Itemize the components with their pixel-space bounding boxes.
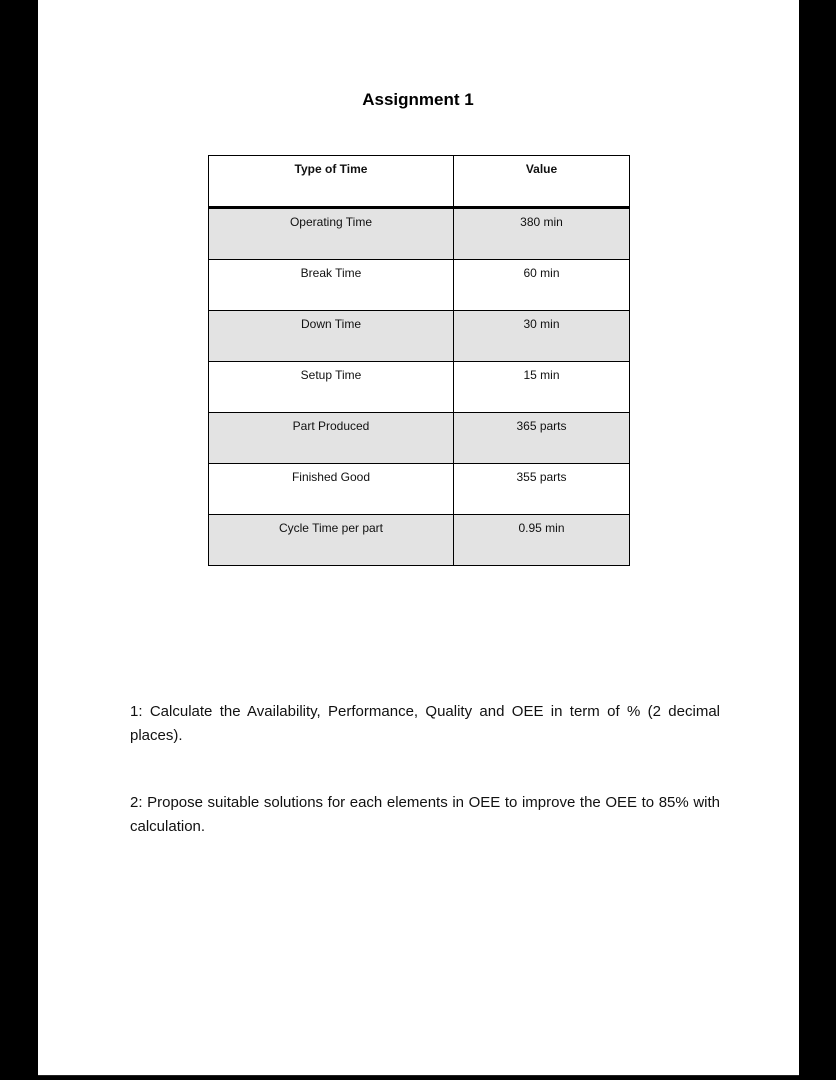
table-row [209,208,630,260]
header-type-of-time: Type of Time [209,156,454,208]
page-title: Assignment 1 [362,90,474,109]
row-value-break-time: 60 min [454,260,630,311]
question-1: 1: Calculate the Availability, Performance, Quality and OEE in term of % (2 decimal places). [130,703,720,744]
row-type-down-time: Down Time [209,311,454,362]
time-table [208,155,630,566]
table-row [209,260,630,311]
row-value-down-time: 30 min [454,311,630,362]
table-row [209,362,630,413]
row-value-finished-good: 355 parts [454,464,630,515]
table-header-row [209,156,630,208]
question-2: 2: Propose suitable solutions for each elements in OEE to improve the OEE to 85% with calculation. [130,794,720,835]
row-type-operating-time: Operating Time [209,208,454,260]
row-type-cycle-time: Cycle Time per part [209,515,454,566]
row-value-cycle-time: 0.95 min [454,515,630,566]
document-page [38,0,799,1076]
row-type-finished-good: Finished Good [209,464,454,515]
table-row [209,464,630,515]
table-row [209,515,630,566]
row-type-setup-time: Setup Time [209,362,454,413]
row-type-part-produced: Part Produced [209,413,454,464]
row-type-break-time: Break Time [209,260,454,311]
row-value-part-produced: 365 parts [454,413,630,464]
row-value-operating-time: 380 min [454,208,630,260]
row-value-setup-time: 15 min [454,362,630,413]
header-value: Value [454,156,630,208]
table-row [209,413,630,464]
table-row [209,311,630,362]
